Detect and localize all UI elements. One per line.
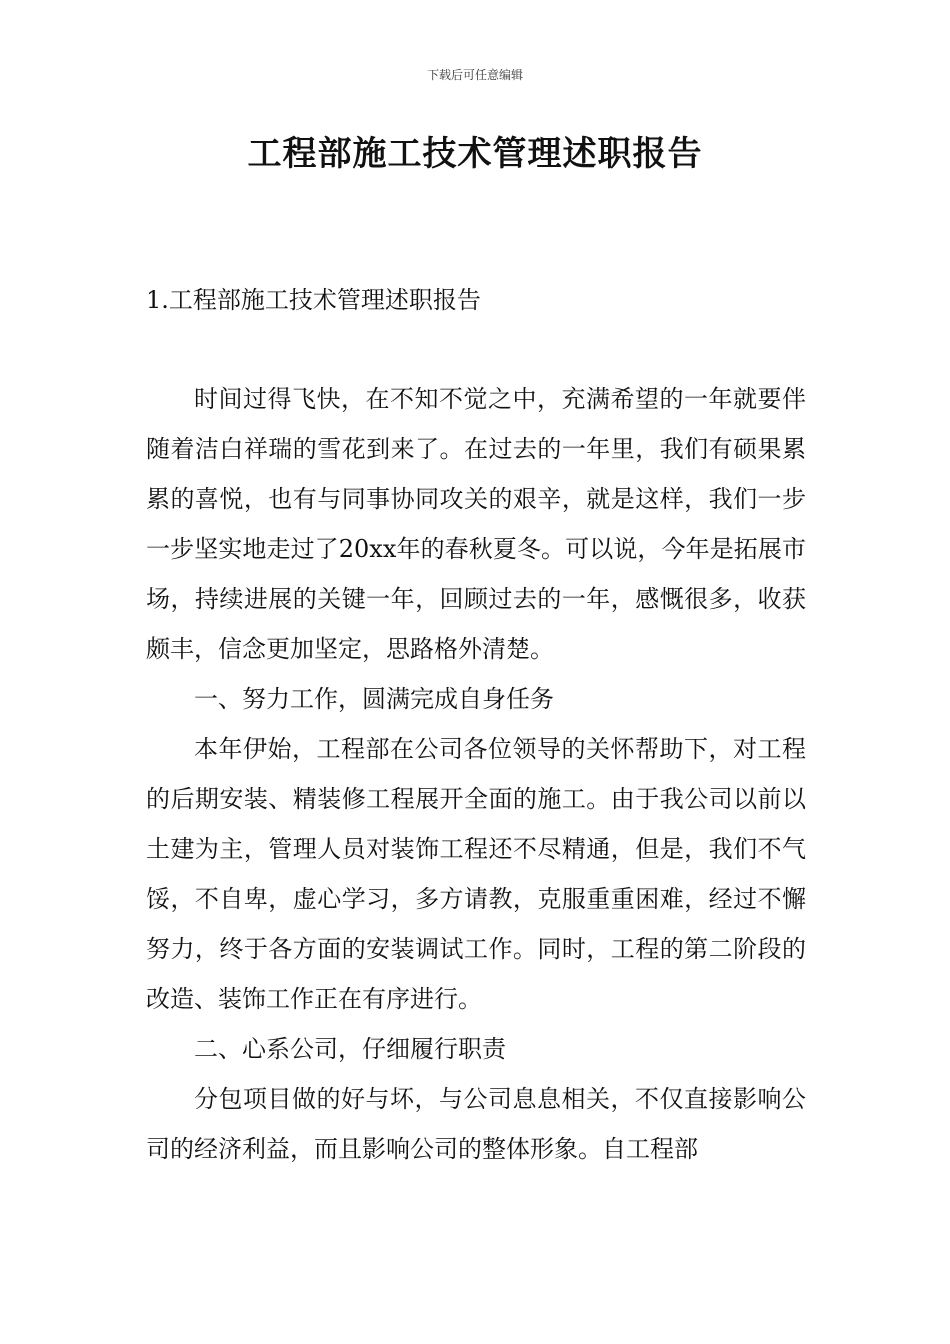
- paragraph-two: 分包项目做的好与坏，与公司息息相关，不仅直接影响公司的经济利益，而且影响公司的整体形象。自工程部: [146, 1085, 806, 1163]
- section-heading: 1.工程部施工技术管理述职报告: [146, 286, 481, 314]
- subheading-one: 一、努力工作，圆满完成自身任务: [194, 685, 554, 713]
- document-body: [146, 374, 806, 1174]
- document-title: 工程部施工技术管理述职报告: [247, 134, 703, 174]
- header-note: 下载后可任意编辑: [426, 68, 523, 82]
- paragraph-one: 本年伊始，工程部在公司各位领导的关怀帮助下，对工程的后期安装、精装修工程展开全面的施工。由于我公司以前以土建为主，管理人员对装饰工程还不尽精通，但是，我们不气馁，不自卑，虚心学习，多方请教，克服重重困难，经过不懈努力，终于各方面的安装调试工作。同时，工程的第二阶段的改造、装饰工作正在有序进行。: [146, 735, 806, 1013]
- subheading-two: 二、心系公司，仔细履行职责: [194, 1035, 506, 1063]
- paragraph-intro: 时间过得飞快，在不知不觉之中，充满希望的一年就要伴随着洁白祥瑞的雪花到来了。在过去的一年里，我们有硕果累累的喜悦，也有与同事协同攻关的艰辛，就是这样，我们一步一步坚实地走过了20xx年的春秋夏冬。可以说，今年是拓展市场，持续进展的关键一年，回顾过去的一年，感慨很多，收获颇丰，信念更加坚定，思路格外清楚。: [146, 385, 806, 663]
